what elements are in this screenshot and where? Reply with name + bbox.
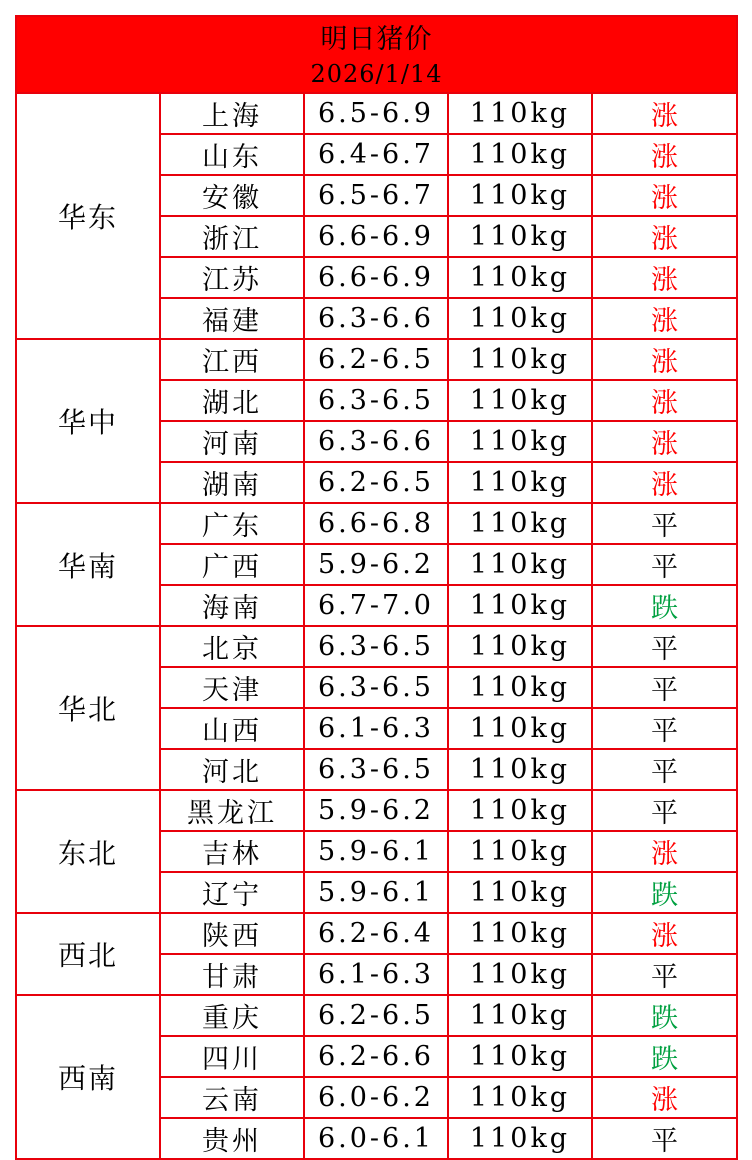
price-range-cell: 6.2-6.5 xyxy=(304,462,448,503)
province-cell: 广东 xyxy=(160,503,304,544)
region-cell: 西南 xyxy=(16,995,160,1159)
table-row xyxy=(16,93,737,134)
weight-cell: 110kg xyxy=(448,708,592,749)
trend-cell: 涨 xyxy=(592,216,737,257)
region-cell: 东北 xyxy=(16,790,160,913)
weight-cell: 110kg xyxy=(448,216,592,257)
trend-cell: 涨 xyxy=(592,462,737,503)
weight-cell: 110kg xyxy=(448,503,592,544)
province-cell: 浙江 xyxy=(160,216,304,257)
trend-cell: 涨 xyxy=(592,93,737,134)
province-cell: 四川 xyxy=(160,1036,304,1077)
weight-cell: 110kg xyxy=(448,995,592,1036)
price-range-cell: 6.4-6.7 xyxy=(304,134,448,175)
trend-cell: 平 xyxy=(592,1118,737,1159)
province-cell: 安徽 xyxy=(160,175,304,216)
price-range-cell: 5.9-6.2 xyxy=(304,790,448,831)
province-cell: 河南 xyxy=(160,421,304,462)
trend-cell: 平 xyxy=(592,503,737,544)
weight-cell: 110kg xyxy=(448,790,592,831)
trend-cell: 平 xyxy=(592,954,737,995)
weight-cell: 110kg xyxy=(448,339,592,380)
region-cell: 华北 xyxy=(16,626,160,790)
trend-cell: 平 xyxy=(592,749,737,790)
trend-cell: 涨 xyxy=(592,257,737,298)
region-cell: 华中 xyxy=(16,339,160,503)
trend-cell: 平 xyxy=(592,708,737,749)
price-range-cell: 6.5-6.9 xyxy=(304,93,448,134)
table-row xyxy=(16,503,737,544)
price-range-cell: 5.9-6.2 xyxy=(304,544,448,585)
weight-cell: 110kg xyxy=(448,872,592,913)
weight-cell: 110kg xyxy=(448,913,592,954)
trend-cell: 平 xyxy=(592,667,737,708)
price-range-cell: 6.2-6.5 xyxy=(304,339,448,380)
trend-cell: 跌 xyxy=(592,1036,737,1077)
trend-cell: 涨 xyxy=(592,1077,737,1118)
weight-cell: 110kg xyxy=(448,749,592,790)
trend-cell: 平 xyxy=(592,790,737,831)
weight-cell: 110kg xyxy=(448,421,592,462)
province-cell: 吉林 xyxy=(160,831,304,872)
weight-cell: 110kg xyxy=(448,1036,592,1077)
province-cell: 北京 xyxy=(160,626,304,667)
price-range-cell: 6.7-7.0 xyxy=(304,585,448,626)
region-cell: 西北 xyxy=(16,913,160,995)
table-row xyxy=(16,913,737,954)
weight-cell: 110kg xyxy=(448,462,592,503)
price-range-cell: 6.6-6.8 xyxy=(304,503,448,544)
price-range-cell: 6.1-6.3 xyxy=(304,954,448,995)
province-cell: 山西 xyxy=(160,708,304,749)
province-cell: 山东 xyxy=(160,134,304,175)
table-date: 2026/1/14 xyxy=(16,56,737,93)
table-row xyxy=(16,995,737,1036)
province-cell: 天津 xyxy=(160,667,304,708)
weight-cell: 110kg xyxy=(448,298,592,339)
weight-cell: 110kg xyxy=(448,93,592,134)
province-cell: 辽宁 xyxy=(160,872,304,913)
province-cell: 云南 xyxy=(160,1077,304,1118)
trend-cell: 涨 xyxy=(592,175,737,216)
trend-cell: 平 xyxy=(592,544,737,585)
trend-cell: 涨 xyxy=(592,339,737,380)
province-cell: 海南 xyxy=(160,585,304,626)
weight-cell: 110kg xyxy=(448,954,592,995)
table-row xyxy=(16,339,737,380)
province-cell: 甘肃 xyxy=(160,954,304,995)
weight-cell: 110kg xyxy=(448,626,592,667)
price-range-cell: 6.3-6.6 xyxy=(304,421,448,462)
province-cell: 广西 xyxy=(160,544,304,585)
weight-cell: 110kg xyxy=(448,1077,592,1118)
price-range-cell: 6.3-6.6 xyxy=(304,298,448,339)
price-range-cell: 5.9-6.1 xyxy=(304,831,448,872)
price-range-cell: 6.1-6.3 xyxy=(304,708,448,749)
price-range-cell: 6.0-6.2 xyxy=(304,1077,448,1118)
province-cell: 江西 xyxy=(160,339,304,380)
region-cell: 华东 xyxy=(16,93,160,339)
province-cell: 重庆 xyxy=(160,995,304,1036)
weight-cell: 110kg xyxy=(448,257,592,298)
weight-cell: 110kg xyxy=(448,380,592,421)
trend-cell: 涨 xyxy=(592,421,737,462)
province-cell: 陕西 xyxy=(160,913,304,954)
province-cell: 湖南 xyxy=(160,462,304,503)
trend-cell: 平 xyxy=(592,626,737,667)
province-cell: 贵州 xyxy=(160,1118,304,1159)
price-range-cell: 6.3-6.5 xyxy=(304,749,448,790)
region-cell: 华南 xyxy=(16,503,160,626)
province-cell: 江苏 xyxy=(160,257,304,298)
table-row xyxy=(16,790,737,831)
price-range-cell: 6.3-6.5 xyxy=(304,380,448,421)
trend-cell: 涨 xyxy=(592,380,737,421)
weight-cell: 110kg xyxy=(448,831,592,872)
price-range-cell: 6.5-6.7 xyxy=(304,175,448,216)
price-range-cell: 6.3-6.5 xyxy=(304,626,448,667)
trend-cell: 跌 xyxy=(592,585,737,626)
weight-cell: 110kg xyxy=(448,544,592,585)
table-title: 明日猪价 xyxy=(16,16,737,56)
province-cell: 河北 xyxy=(160,749,304,790)
weight-cell: 110kg xyxy=(448,667,592,708)
trend-cell: 涨 xyxy=(592,134,737,175)
weight-cell: 110kg xyxy=(448,585,592,626)
price-range-cell: 6.6-6.9 xyxy=(304,257,448,298)
province-cell: 湖北 xyxy=(160,380,304,421)
weight-cell: 110kg xyxy=(448,175,592,216)
trend-cell: 跌 xyxy=(592,872,737,913)
trend-cell: 涨 xyxy=(592,913,737,954)
weight-cell: 110kg xyxy=(448,134,592,175)
trend-cell: 涨 xyxy=(592,298,737,339)
price-range-cell: 6.3-6.5 xyxy=(304,667,448,708)
pig-price-table xyxy=(15,15,738,1160)
province-cell: 福建 xyxy=(160,298,304,339)
price-range-cell: 6.2-6.4 xyxy=(304,913,448,954)
province-cell: 黑龙江 xyxy=(160,790,304,831)
trend-cell: 涨 xyxy=(592,831,737,872)
province-cell: 上海 xyxy=(160,93,304,134)
trend-cell: 跌 xyxy=(592,995,737,1036)
price-range-cell: 6.6-6.9 xyxy=(304,216,448,257)
weight-cell: 110kg xyxy=(448,1118,592,1159)
table-row xyxy=(16,626,737,667)
price-range-cell: 5.9-6.1 xyxy=(304,872,448,913)
price-range-cell: 6.2-6.5 xyxy=(304,995,448,1036)
price-range-cell: 6.0-6.1 xyxy=(304,1118,448,1159)
price-range-cell: 6.2-6.6 xyxy=(304,1036,448,1077)
